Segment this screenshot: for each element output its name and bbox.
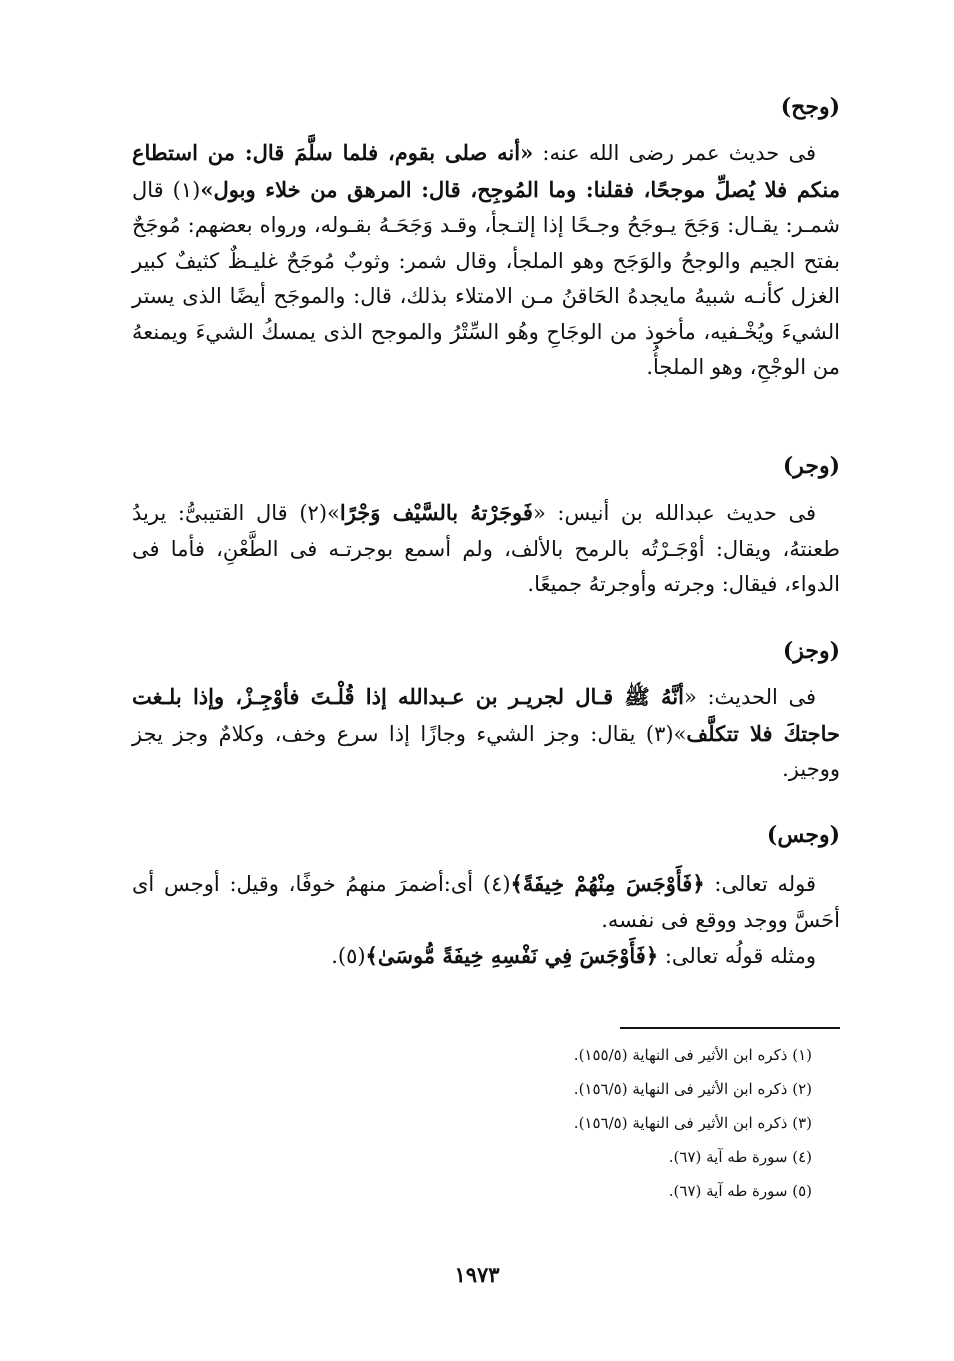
entry-body-wajh: [132, 135, 840, 386]
text-span: فى حديث عمر رضى الله عنه:: [533, 141, 816, 165]
footnote-5: (٥) سورة طه آية (٦٧).: [668, 1182, 812, 1200]
text-span: »(٣) يقال: وجز الشيء وجازًا إذا سرع وخف، وكلامٌ وجز يجز ووجيز.: [132, 721, 840, 781]
text-span: (٤) أى:أضمرَ منهمُ خوفًا، وقيل: أوجس أى أحَسَّ ووجد ووقع فى نفسه.: [132, 872, 840, 932]
entry-body-wajs: [132, 866, 840, 975]
footnotes: [574, 1038, 812, 1208]
paragraph: [132, 679, 840, 788]
text-span: (١) قال شمـر: يقـال: وَجَحَ يـوجَحُ وجـحًا إذا إلتـجأ، وقـد وَجَحَـهُ بقـوله، ورواه بعضهم: مُوجَحٌ بفتح الجيم والوجحُ والوَجَح وهو الملجأ، وقال شمر: وثوبٌ مُوجَحٌ غليـظٌ كثيفٌ كبير الغزل كأنـه شبيهُ مايجدهُ الحَاقنُ مـن الامتلاء بذلك، قال: والموجَح أيضًا الذى يستر الشيءَ ويُخْـفيه، مأخوذ من الوجَاحِ وهُو السِّتْرُ والموجح الذى يمسكُ الشيءَ ويمنعهُ من الوجْحِ، وهو الملجأُ.: [132, 177, 840, 379]
footnote-2: (٢) ذكره ابن الأثير فى النهاية (١٥٦/٥).: [573, 1080, 812, 1098]
text-span: فى الحديث: «: [684, 685, 817, 709]
hadith-quote: فَوجَرْتهُ بالسَّيْف وَجْرًا: [339, 500, 533, 525]
paragraph: [132, 495, 840, 603]
footnote-1: (١) ذكره ابن الأثير فى النهاية (١٥٥/٥).: [573, 1046, 812, 1064]
footnote-divider: [620, 1027, 840, 1029]
footnote-4: (٤) سورة طه آية (٦٧).: [668, 1148, 812, 1166]
entry-heading-wajh: (وجح): [780, 94, 840, 120]
hadith-quote: «أنه صلى بقوم، فلما سلَّمَ قال: من استطاع منكم فلا يُصلِّ موجحًا، فقلنا: وما المُوجِح، قال: المرهق من خلاء وبول»: [132, 140, 840, 202]
entry-heading-wajr: (وجر): [782, 453, 840, 479]
text-span: ومثله قولُه تعالى:: [658, 944, 816, 968]
entry-heading-wajs: (وجس): [766, 822, 840, 848]
hadith-quote: أنَّهُ ﷺ قـال لجريـر بن عـبدالله إذا قُلْـتَ فأوْجِـزْ، وإذا بلـغت حاجتكَ فلا تتكلَّف: [132, 684, 841, 746]
entry-body-wajr: [132, 495, 840, 603]
page-number: ١٩٧٣: [454, 1262, 500, 1287]
text-span: »(٢) قال القتيبىُّ: يريدُ طعنتهُ، ويقال: أوْجَـرْتُه بالرمح بالألف، ولم أسمع بوجرتـه فى الطَّعْنِ، فأما فى الدواء، فيقال: وجرته وأوجرتهُ جميعًا.: [132, 501, 840, 596]
text-span: فى حديث عبدالله بن أنيس: «: [532, 501, 816, 525]
entry-body-wajz: [132, 679, 840, 788]
quran-quote: ﴿فَأَوْجَسَ مِنْهُمْ خِيفَةً﴾: [510, 871, 705, 896]
paragraph: [132, 938, 840, 975]
quran-quote: ﴿فَأَوْجَسَ فِي نَفْسِهِ خِيفَةً مُّوسَىٰ﴾: [365, 943, 659, 968]
footnote-3: (٣) ذكره ابن الأثير فى النهاية (١٥٦/٥).: [573, 1114, 812, 1132]
paragraph: [132, 135, 840, 386]
text-span: (٥).: [331, 944, 366, 968]
text-span: قوله تعالى:: [704, 872, 816, 896]
entry-heading-wajz: (وجز): [782, 638, 840, 664]
paragraph: [132, 866, 840, 938]
